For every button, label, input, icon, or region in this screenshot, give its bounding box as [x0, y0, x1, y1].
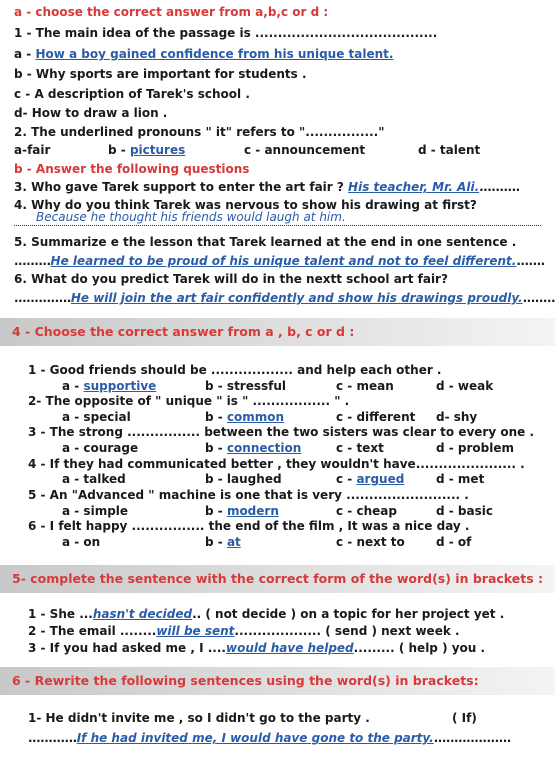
s4-q6-option-a: a - on: [62, 535, 101, 549]
s4-question-3: 3 - The strong ................ between the two sisters was clear to every one .: [28, 425, 534, 439]
handwritten-answer: If he had invited me, I would have gone to the party.: [76, 731, 434, 745]
s4-q6-option-b: b - at: [205, 535, 241, 549]
s4-q3-option-c: c - text: [336, 441, 384, 455]
selected-answer: connection: [226, 441, 302, 455]
s4-question-2: 2- The opposite of " unique " is " ................. " .: [28, 394, 350, 408]
section-title: 4 - Choose the correct answer from a , b, c or d :: [12, 324, 355, 339]
s4-q5-option-b: b - modern: [205, 504, 279, 518]
section-title: 6 - Rewrite the following sentences using the word(s) in brackets:: [12, 673, 479, 688]
handwritten-answer: hasn't decided: [92, 607, 193, 621]
handwritten-answer: will be sent: [156, 624, 235, 638]
s4-q2-option-b: b - common: [205, 410, 285, 424]
q2-option-d: d - talent: [418, 143, 481, 157]
q2-option-a: a-fair: [14, 143, 51, 157]
s4-q5-option-c: c - cheap: [336, 504, 397, 518]
part-a-heading: a - choose the correct answer from a,b,c or d :: [14, 5, 329, 19]
s4-q3-option-d: d - problem: [436, 441, 515, 455]
s4-q3-option-a: a - courage: [62, 441, 139, 455]
q1-option-d: d- How to draw a lion .: [14, 106, 168, 120]
handwritten-answer: Because he thought his friends would laugh at him.: [36, 210, 346, 224]
s4-q1-option-a: a - supportive: [62, 379, 157, 393]
question-3: 3. Who gave Tarek support to enter the art fair ? His teacher, Mr. Ali...........: [14, 180, 520, 194]
section-6-header: [0, 667, 555, 695]
handwritten-answer: His teacher, Mr. Ali.: [348, 180, 480, 194]
section-title: 5- complete the sentence with the correct form of the word(s) in brackets :: [12, 571, 544, 586]
s6-question-1: 1- He didn't invite me , so I didn't go to the party .: [28, 711, 370, 725]
s4-q6-option-d: d - of: [436, 535, 472, 549]
answer-line-6: ..............He will join the art fair confidently and show his drawings proudly.........: [14, 291, 555, 305]
section-4-header: [0, 318, 555, 346]
s4-question-5: 5 - An "Advanced " machine is one that is very ......................... .: [28, 488, 469, 502]
s4-q5-option-d: d - basic: [436, 504, 493, 518]
answer-line-5: .........He learned to be proud of his unique talent and not to feel different........: [14, 254, 545, 268]
question-1: 1 - The main idea of the passage is ........................................: [14, 26, 438, 40]
selected-answer: at: [226, 535, 241, 549]
handwritten-answer: He learned to be proud of his unique talent and not to feel different.: [50, 254, 517, 268]
s4-q2-option-a: a - special: [62, 410, 131, 424]
s4-question-4: 4 - If they had communicated better , they wouldn't have...................... .: [28, 457, 525, 471]
question-text: 3. Who gave Tarek support to enter the art fair ?: [14, 180, 344, 194]
selected-answer: pictures: [129, 143, 186, 157]
question-6: 6. What do you predict Tarek will do in the nextt school art fair?: [14, 272, 448, 286]
question-5: 5. Summarize e the lesson that Tarek learned at the end in one sentence .: [14, 235, 517, 249]
q2-option-c: c - announcement: [244, 143, 366, 157]
selected-answer: supportive: [83, 379, 157, 393]
s4-q4-option-a: a - talked: [62, 472, 126, 486]
s4-q1-option-d: d - weak: [436, 379, 494, 393]
selected-answer: argued: [356, 472, 405, 486]
s4-q2-option-c: c - different: [336, 410, 416, 424]
s4-q1-option-c: c - mean: [336, 379, 394, 393]
s4-q4-option-b: b - laughed: [205, 472, 282, 486]
option-label: a -: [14, 47, 36, 61]
q1-option-c: c - A description of Tarek's school .: [14, 87, 250, 101]
answer-line: [14, 225, 541, 226]
part-b-heading: b - Answer the following questions: [14, 162, 250, 176]
q2-option-b: [108, 142, 185, 158]
s4-q3-option-b: b - connection: [205, 441, 302, 455]
option-label: b -: [108, 143, 130, 157]
s6-bracket-word: ( If): [452, 711, 477, 725]
s4-q4-option-d: d - met: [436, 472, 485, 486]
s4-q4-option-c: c - argued: [336, 472, 405, 486]
q1-option-b: b - Why sports are important for students .: [14, 67, 307, 81]
s5-sentence-1: 1 - She ...hasn't decided.. ( not decide ) on a topic for her project yet .: [28, 607, 505, 621]
handwritten-answer: would have helped: [225, 641, 354, 655]
selected-answer: How a boy gained confidence from his unique talent.: [35, 47, 394, 61]
s4-q6-option-c: c - next to: [336, 535, 405, 549]
question-4: 4. Why do you think Tarek was nervous to show his drawing at first?: [14, 198, 477, 212]
s4-q2-option-d: d- shy: [436, 410, 478, 424]
s5-sentence-2: 2 - The email ........will be sent................... ( send ) next week .: [28, 624, 460, 638]
s4-q1-option-b: b - stressful: [205, 379, 287, 393]
handwritten-answer: He will join the art fair confidently and show his drawings proudly.: [70, 291, 523, 305]
section-5-header: [0, 565, 555, 593]
s5-sentence-3: 3 - If you had asked me , I ....would have helped......... ( help ) you .: [28, 641, 486, 655]
s4-q5-option-a: a - simple: [62, 504, 129, 518]
selected-answer: modern: [226, 504, 279, 518]
question-2: 2. The underlined pronouns " it" refers to "................": [14, 125, 385, 139]
q1-option-a: [14, 46, 393, 62]
selected-answer: common: [226, 410, 285, 424]
s4-question-1: 1 - Good friends should be .................. and help each other .: [28, 363, 442, 377]
s6-answer-line: ............If he had invited me, I would have gone to the party....................: [28, 731, 511, 745]
s4-question-6: 6 - I felt happy ................ the end of the film , It was a nice day .: [28, 519, 470, 533]
